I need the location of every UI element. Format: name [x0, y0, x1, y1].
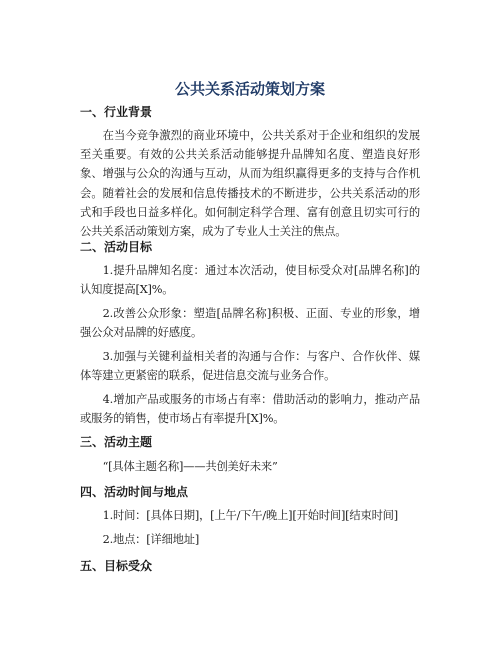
document-title: 公共关系活动策划方案 [174, 80, 325, 98]
goal-item-1: 1.提升品牌知名度：通过本次活动，使目标受众对[品牌名称]的认知度提高[X]%。 [80, 264, 420, 297]
time-item: 1.时间：[具体日期]，[上午/下午/晚上][开始时间][结束时间] [102, 509, 398, 522]
activity-theme-text: “[具体主题名称]——共创美好未来” [102, 460, 278, 473]
section-heading-target-audience: 五、目标受众 [80, 559, 153, 573]
location-item: 2.地点：[详细地址] [102, 533, 200, 546]
section-heading-activity-goals: 二、活动目标 [80, 240, 153, 254]
goal-item-2: 2.改善公众形象：塑造[品牌名称]积极、正面、专业的形象，增强公众对品牌的好感度。 [80, 307, 420, 340]
section-heading-industry-background: 一、行业背景 [80, 105, 153, 119]
industry-background-paragraph: 在当今竞争激烈的商业环境中，公共关系对于企业和组织的发展至关重要。有效的公共关系活动能够提升品牌知名度、塑造良好形象、增强与公众的沟通与互动，从而为组织赢得更多的支持与合作机会。随着社会的发展和信息传播技术的不断进步，公共关系活动的形式和手段也日益多样化。如何制定科学合理、富有创意且切实可行的公共关系活动策划方案，成为了专业人士关注的焦点。 [80, 129, 420, 239]
goal-item-4: 4.增加产品或服务的市场占有率：借助活动的影响力，推动产品或服务的销售，使市场占有率提升[X]%。 [80, 393, 420, 426]
section-heading-activity-theme: 三、活动主题 [80, 435, 153, 449]
goal-item-3: 3.加强与关键利益相关者的沟通与合作：与客户、合作伙伴、媒体等建立更紧密的联系，促进信息交流与业务合作。 [80, 350, 420, 383]
section-heading-time-location: 四、活动时间与地点 [80, 485, 189, 499]
